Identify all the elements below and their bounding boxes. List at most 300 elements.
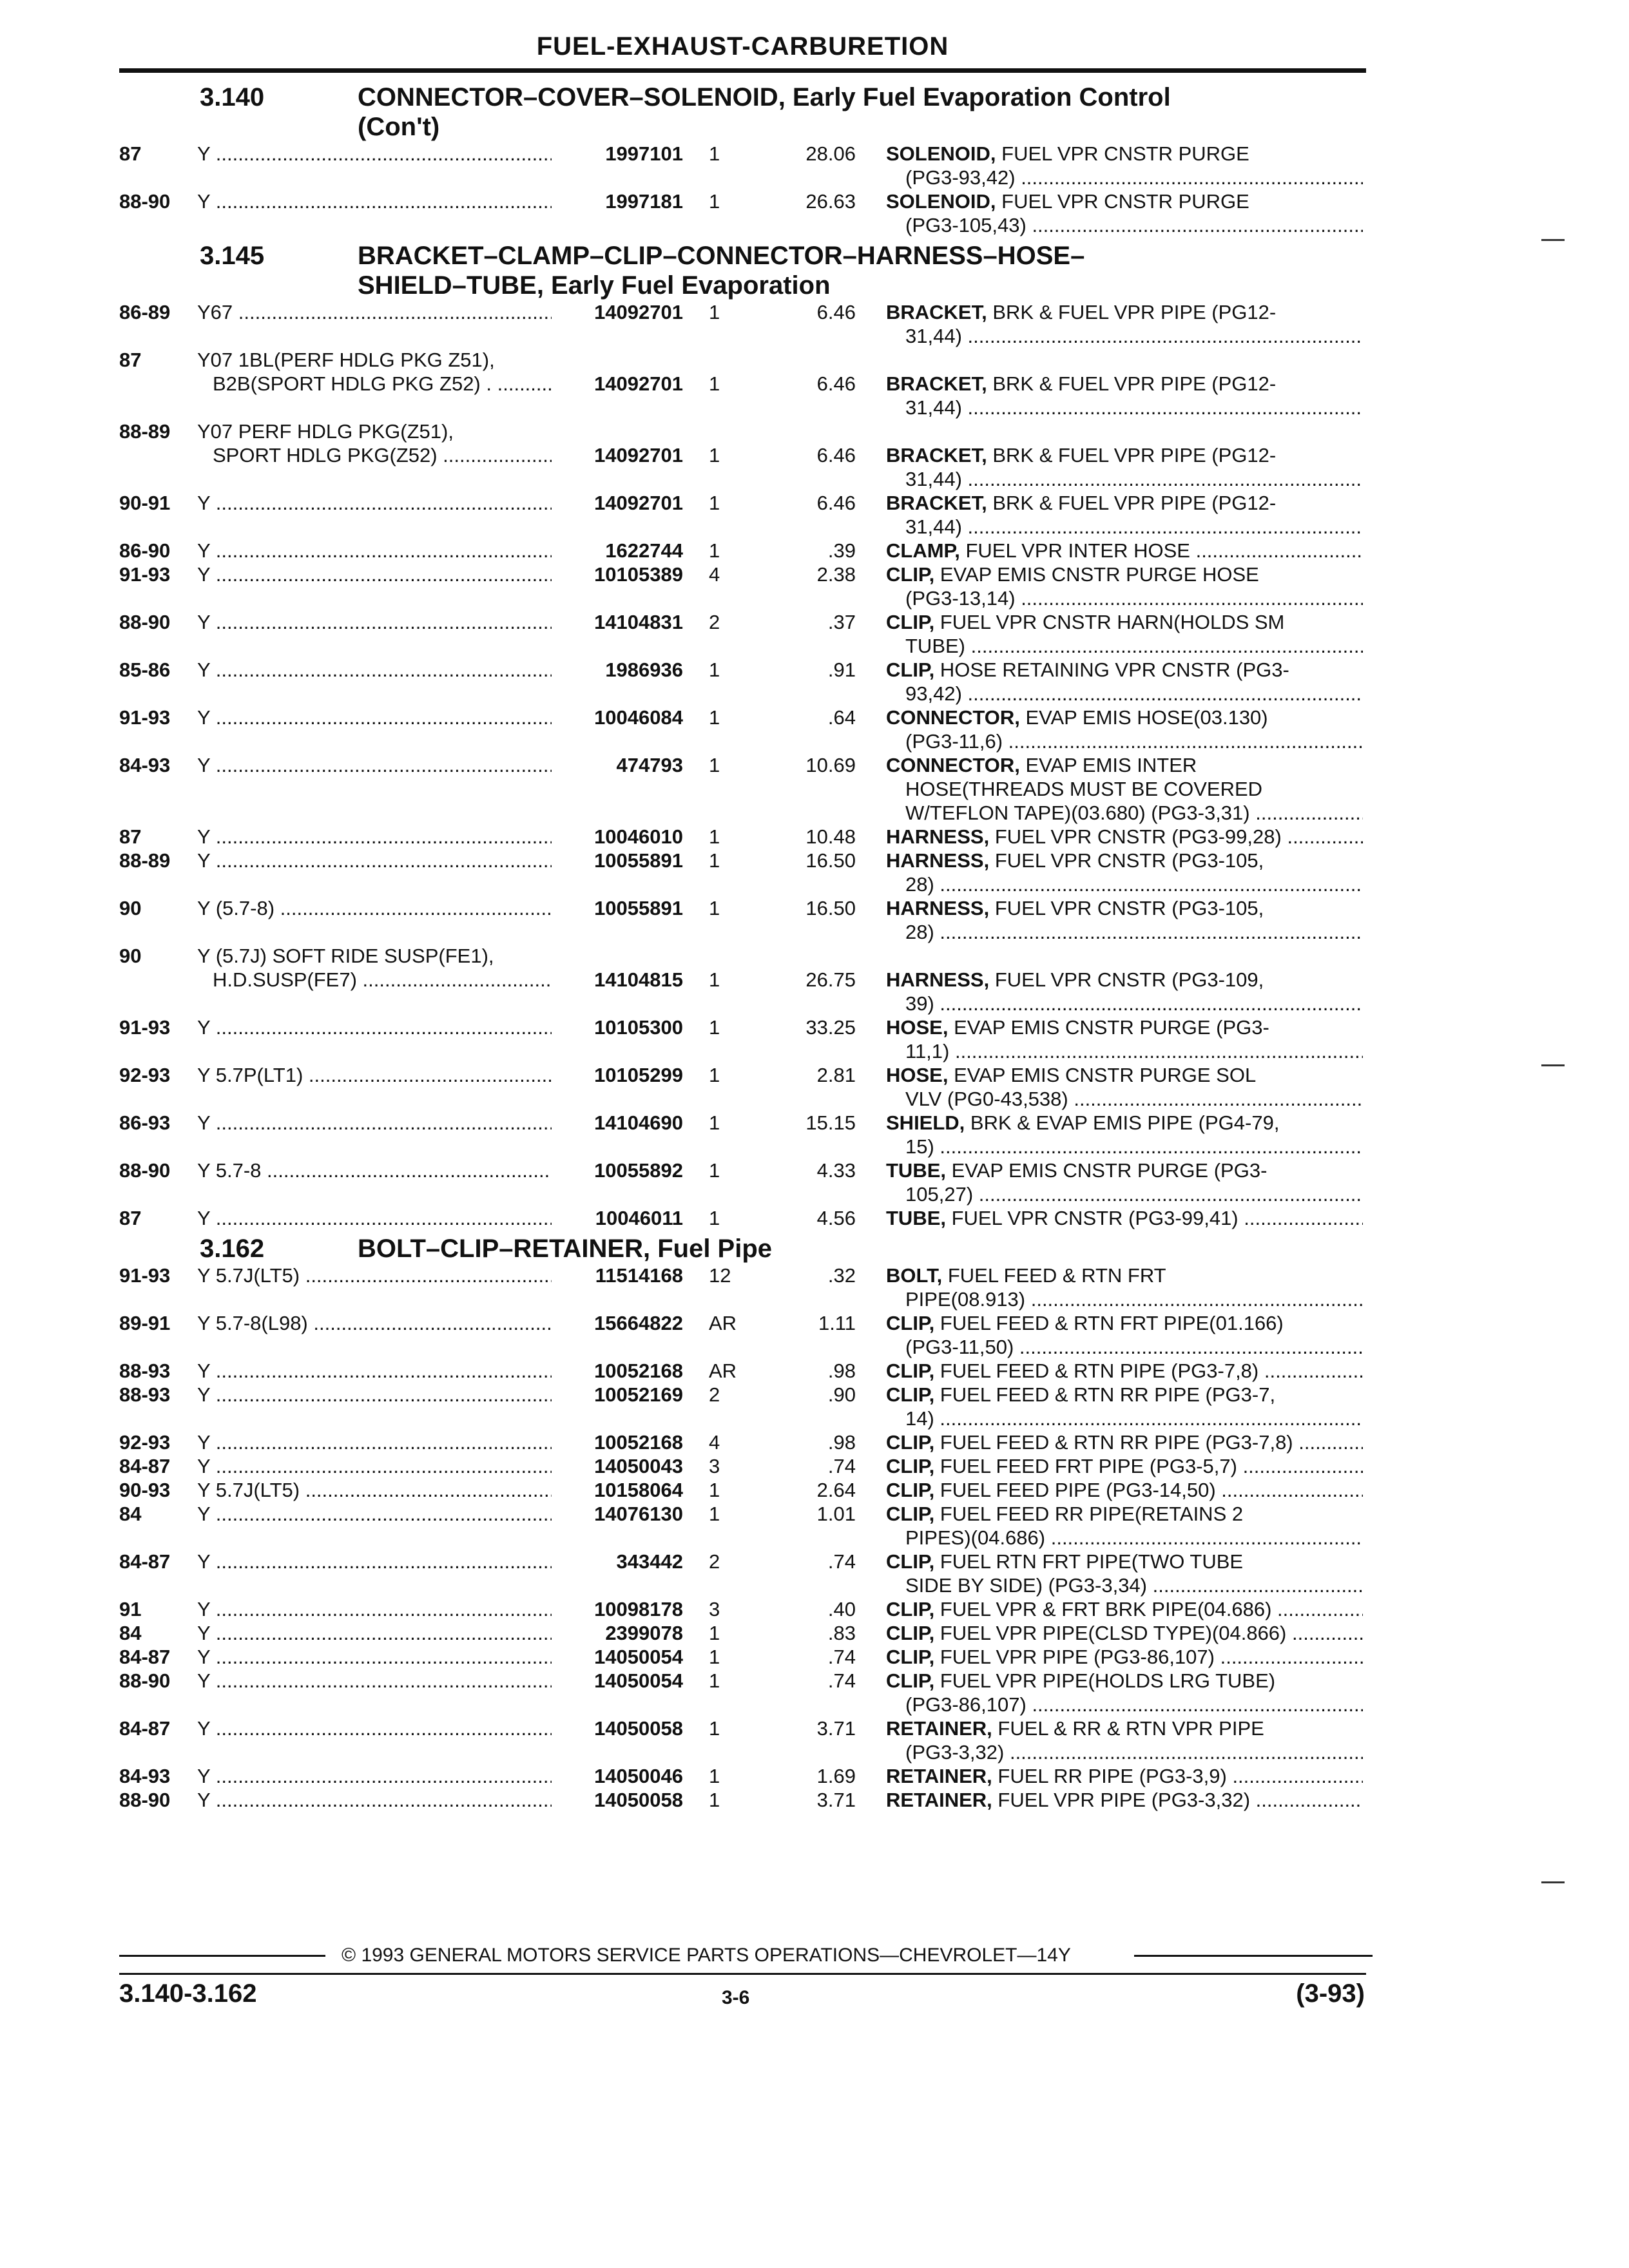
description-line: CLIP, FUEL FEED & RTN RR PIPE (PG3-7, xyxy=(886,1383,1276,1406)
model-year: 84-93 xyxy=(119,754,171,776)
quantity: 4 xyxy=(709,563,720,586)
quantity: 1 xyxy=(709,897,720,919)
application xyxy=(197,1478,552,1502)
description-line: CLIP, FUEL FEED & RTN RR PIPE (PG3-7,8) ..... xyxy=(886,1430,1363,1454)
part-name: BOLT, xyxy=(886,1264,943,1287)
description-line: PIPE(08.913) ..... xyxy=(886,1287,1363,1311)
application xyxy=(197,1359,552,1383)
part-number: 10052168 xyxy=(594,1360,683,1382)
section-number: 3.140 xyxy=(200,83,265,111)
part-name: CLIP, xyxy=(886,658,935,681)
price: 3.71 xyxy=(816,1789,856,1811)
description xyxy=(886,1550,1363,1597)
application xyxy=(197,300,552,324)
description xyxy=(886,1454,1363,1478)
application xyxy=(197,491,552,515)
description-line: TUBE, FUEL VPR CNSTR (PG3-99,41) ..... xyxy=(886,1206,1363,1230)
description-line: HOSE, EVAP EMIS CNSTR PURGE SOL xyxy=(886,1064,1257,1086)
description-line: CLIP, FUEL VPR PIPE(CLSD TYPE)(04.866) ..... xyxy=(886,1621,1363,1645)
application-line: Y ..... xyxy=(197,1716,552,1740)
application xyxy=(197,1015,552,1039)
description xyxy=(886,849,1363,896)
application xyxy=(197,539,552,562)
quantity: 12 xyxy=(709,1264,731,1287)
model-year: 88-90 xyxy=(119,611,171,633)
description-line: HARNESS, FUEL VPR CNSTR (PG3-105, xyxy=(886,849,1264,872)
application xyxy=(197,1264,552,1287)
application xyxy=(197,1111,552,1135)
part-name: CLIP, xyxy=(886,1383,935,1406)
description-line: RETAINER, FUEL VPR PIPE (PG3-3,32) ..... xyxy=(886,1788,1363,1812)
quantity: 3 xyxy=(709,1598,720,1620)
description xyxy=(886,1264,1363,1311)
application-line: Y 5.7-8 ..... xyxy=(197,1158,552,1182)
part-name: CLIP, xyxy=(886,1431,935,1454)
quantity: 1 xyxy=(709,1016,720,1039)
part-name: CONNECTOR, xyxy=(886,706,1020,729)
application-line: Y07 1BL(PERF HDLG PKG Z51), xyxy=(197,349,495,371)
description-line: CLIP, FUEL VPR CNSTR HARN(HOLDS SM xyxy=(886,611,1285,633)
model-year: 85-86 xyxy=(119,658,171,681)
part-number: 14092701 xyxy=(594,301,683,323)
model-year: 88-93 xyxy=(119,1383,171,1406)
application xyxy=(197,1764,552,1788)
application-line: Y ..... xyxy=(197,491,552,515)
part-number: 10046084 xyxy=(594,706,683,729)
model-year: 90-91 xyxy=(119,492,171,514)
application xyxy=(197,1669,552,1693)
quantity: 1 xyxy=(709,825,720,848)
parts-row xyxy=(0,944,1629,1015)
description-line: CLIP, FUEL VPR & FRT BRK PIPE(04.686) ..... xyxy=(886,1597,1363,1621)
part-name: HARNESS, xyxy=(886,897,990,919)
description-line: HOSE, EVAP EMIS CNSTR PURGE (PG3- xyxy=(886,1016,1269,1039)
application-line: Y 5.7J(LT5) ..... xyxy=(197,1478,552,1502)
parts-row xyxy=(0,1063,1629,1111)
model-year: 87 xyxy=(119,142,142,165)
part-name: BRACKET, xyxy=(886,301,987,323)
parts-row xyxy=(0,1550,1629,1597)
part-number: 14050058 xyxy=(594,1717,683,1740)
model-year: 86-93 xyxy=(119,1111,171,1134)
part-number: 14050054 xyxy=(594,1646,683,1668)
description-line: BRACKET, BRK & FUEL VPR PIPE (PG12- xyxy=(886,372,1277,395)
application-line: Y ..... xyxy=(197,1359,552,1383)
quantity: 1 xyxy=(709,1765,720,1787)
application-line: B2B(SPORT HDLG PKG Z52) . ..... xyxy=(197,372,552,396)
description xyxy=(886,1597,1363,1621)
part-name: CLAMP, xyxy=(886,539,960,562)
application xyxy=(197,419,552,467)
application xyxy=(197,849,552,872)
description-line: 39) ..... xyxy=(886,992,1363,1015)
model-year: 91 xyxy=(119,1598,142,1620)
copyright-notice: © 1993 GENERAL MOTORS SERVICE PARTS OPERATIONS—CHEVROLET—14Y xyxy=(342,1945,1071,1966)
application xyxy=(197,896,552,920)
part-name: CLIP, xyxy=(886,1312,935,1334)
application xyxy=(197,189,552,213)
part-number: 1986936 xyxy=(605,658,683,681)
description-line: CLIP, FUEL FEED RR PIPE(RETAINS 2 xyxy=(886,1503,1244,1525)
quantity: 1 xyxy=(709,1669,720,1692)
quantity: 1 xyxy=(709,492,720,514)
part-number: 1622744 xyxy=(605,539,683,562)
parts-row xyxy=(0,1383,1629,1430)
application-line: Y 5.7-8(L98) ..... xyxy=(197,1311,552,1335)
application-line: SPORT HDLG PKG(Z52) ..... xyxy=(197,443,552,467)
quantity: 1 xyxy=(709,190,720,213)
parts-row xyxy=(0,300,1629,348)
application-line: Y07 PERF HDLG PKG(Z51), xyxy=(197,420,454,443)
price: 15.15 xyxy=(805,1111,856,1134)
description-line: CLIP, FUEL VPR PIPE (PG3-86,107) ..... xyxy=(886,1645,1363,1669)
application-line: Y ..... xyxy=(197,1015,552,1039)
quantity: 1 xyxy=(709,301,720,323)
part-number: 10046011 xyxy=(595,1207,683,1229)
price: .74 xyxy=(827,1455,856,1477)
quantity: 1 xyxy=(709,968,720,991)
model-year: 84-87 xyxy=(119,1646,171,1668)
part-name: TUBE, xyxy=(886,1159,946,1182)
parts-row xyxy=(0,658,1629,706)
section-heading xyxy=(119,241,1366,300)
description-line: (PG3-3,32) ..... xyxy=(886,1740,1363,1764)
application xyxy=(197,944,552,992)
part-number: 14104815 xyxy=(594,968,683,991)
application xyxy=(197,1788,552,1812)
application xyxy=(197,1158,552,1182)
section-title-line: BOLT–CLIP–RETAINER, Fuel Pipe xyxy=(358,1235,773,1263)
description-line: 28) ..... xyxy=(886,920,1363,944)
description xyxy=(886,142,1363,189)
model-year: 90 xyxy=(119,897,142,919)
application-line: Y ..... xyxy=(197,1502,552,1526)
section-range: 3.140-3.162 xyxy=(119,1979,257,2008)
part-number: 14092701 xyxy=(594,444,683,466)
model-year: 86-89 xyxy=(119,301,171,323)
part-number: 10105389 xyxy=(594,563,683,586)
description-line: 31,44) ..... xyxy=(886,324,1363,348)
model-year: 88-90 xyxy=(119,190,171,213)
model-year: 88-90 xyxy=(119,1789,171,1811)
part-name: CLIP, xyxy=(886,1503,935,1525)
part-name: TUBE, xyxy=(886,1207,946,1229)
application xyxy=(197,1454,552,1478)
application-line: Y ..... xyxy=(197,706,552,729)
quantity: 1 xyxy=(709,706,720,729)
quantity: AR xyxy=(709,1312,737,1334)
description xyxy=(886,1478,1363,1502)
parts-row xyxy=(0,1645,1629,1669)
application-line: Y ..... xyxy=(197,189,552,213)
description xyxy=(886,1158,1363,1206)
application xyxy=(197,562,552,586)
application xyxy=(197,1550,552,1573)
application-line: Y ..... xyxy=(197,1621,552,1645)
model-year: 87 xyxy=(119,349,142,371)
application xyxy=(197,1716,552,1740)
application xyxy=(197,1383,552,1407)
application xyxy=(197,658,552,682)
model-year: 84-93 xyxy=(119,1765,171,1787)
part-number: 10052169 xyxy=(594,1383,683,1406)
parts-row xyxy=(0,1111,1629,1158)
section-heading xyxy=(119,1234,1366,1264)
parts-row xyxy=(0,189,1629,237)
description xyxy=(886,491,1363,539)
quantity: 1 xyxy=(709,1789,720,1811)
part-name: SHIELD, xyxy=(886,1111,965,1134)
part-number: 1997181 xyxy=(605,190,683,213)
application xyxy=(197,1645,552,1669)
application-line: Y (5.7J) SOFT RIDE SUSP(FE1), xyxy=(197,945,494,967)
description-line: RETAINER, FUEL & RR & RTN VPR PIPE xyxy=(886,1717,1264,1740)
application xyxy=(197,348,552,396)
part-name: CLIP, xyxy=(886,1646,935,1668)
description-line: HARNESS, FUEL VPR CNSTR (PG3-109, xyxy=(886,968,1264,991)
model-year: 84 xyxy=(119,1622,142,1644)
description xyxy=(886,1430,1363,1454)
description-line: BRACKET, BRK & FUEL VPR PIPE (PG12- xyxy=(886,301,1277,323)
price: 16.50 xyxy=(805,897,856,919)
quantity: 1 xyxy=(709,372,720,395)
part-number: 10052168 xyxy=(594,1431,683,1454)
footer-rule-bottom xyxy=(119,1973,1366,1975)
application-line: Y 5.7P(LT1) ..... xyxy=(197,1063,552,1087)
description xyxy=(886,1502,1363,1550)
part-name: RETAINER, xyxy=(886,1789,992,1811)
part-name: CLIP, xyxy=(886,1550,935,1573)
price: 26.75 xyxy=(805,968,856,991)
application xyxy=(197,706,552,729)
part-number: 14050054 xyxy=(594,1669,683,1692)
application xyxy=(197,1311,552,1335)
model-year: 91-93 xyxy=(119,1264,171,1287)
application-line: H.D.SUSP(FE7) ..... xyxy=(197,968,552,992)
price: 2.38 xyxy=(816,563,856,586)
page-title: FUEL-EXHAUST-CARBURETION xyxy=(536,32,949,61)
parts-row xyxy=(0,849,1629,896)
quantity: 1 xyxy=(709,1479,720,1501)
description-line: 11,1) ..... xyxy=(886,1039,1363,1063)
part-number: 15664822 xyxy=(594,1312,683,1334)
application xyxy=(197,1502,552,1526)
section-number: 3.145 xyxy=(200,242,265,270)
model-year: 88-90 xyxy=(119,1669,171,1692)
application xyxy=(197,1063,552,1087)
part-number: 10055891 xyxy=(594,897,683,919)
description-line: RETAINER, FUEL RR PIPE (PG3-3,9) ..... xyxy=(886,1764,1363,1788)
part-name: CLIP, xyxy=(886,1669,935,1692)
price: 1.01 xyxy=(816,1503,856,1525)
part-name: CLIP, xyxy=(886,611,935,633)
description xyxy=(886,372,1363,419)
part-name: HARNESS, xyxy=(886,849,990,872)
description-line: TUBE) ..... xyxy=(886,634,1363,658)
part-name: HARNESS, xyxy=(886,825,990,848)
part-name: CONNECTOR, xyxy=(886,754,1020,776)
part-name: BRACKET, xyxy=(886,372,987,395)
application xyxy=(197,610,552,634)
quantity: 1 xyxy=(709,1111,720,1134)
description xyxy=(886,896,1363,944)
part-number: 10098178 xyxy=(594,1598,683,1620)
price: .37 xyxy=(827,611,856,633)
model-year: 91-93 xyxy=(119,1016,171,1039)
part-number: 474793 xyxy=(616,754,683,776)
model-year: 92-93 xyxy=(119,1064,171,1086)
model-year: 87 xyxy=(119,1207,142,1229)
part-name: RETAINER, xyxy=(886,1765,992,1787)
description-line: CLIP, FUEL FEED & RTN FRT PIPE(01.166) xyxy=(886,1312,1284,1334)
part-number: 10158064 xyxy=(594,1479,683,1501)
part-name: CLIP, xyxy=(886,1622,935,1644)
description-line: BRACKET, BRK & FUEL VPR PIPE (PG12- xyxy=(886,492,1277,514)
description-line: (PG3-13,14) ..... xyxy=(886,586,1363,610)
parts-row xyxy=(0,896,1629,944)
quantity: 1 xyxy=(709,539,720,562)
price: 16.50 xyxy=(805,849,856,872)
description-line: SOLENOID, FUEL VPR CNSTR PURGE xyxy=(886,190,1249,213)
description xyxy=(886,706,1363,753)
part-number: 2399078 xyxy=(605,1622,683,1644)
application-line: Y ..... xyxy=(197,1454,552,1478)
application xyxy=(197,1206,552,1230)
description-line: (PG3-105,43) ..... xyxy=(886,213,1363,237)
description-line: 31,44) ..... xyxy=(886,396,1363,419)
quantity: 1 xyxy=(709,754,720,776)
description xyxy=(886,189,1363,237)
margin-mark xyxy=(1541,1064,1565,1066)
parts-row xyxy=(0,1716,1629,1764)
part-number: 10055891 xyxy=(594,849,683,872)
description-line: CLIP, HOSE RETAINING VPR CNSTR (PG3- xyxy=(886,658,1289,681)
application xyxy=(197,825,552,849)
section-number: 3.162 xyxy=(200,1235,265,1263)
price: .74 xyxy=(827,1550,856,1573)
quantity: 1 xyxy=(709,658,720,681)
application-line: Y ..... xyxy=(197,1597,552,1621)
page-number: 3-6 xyxy=(722,1987,750,2008)
application-line: Y (5.7-8) ..... xyxy=(197,896,552,920)
model-year: 90 xyxy=(119,945,142,967)
application-line: Y ..... xyxy=(197,1550,552,1573)
description xyxy=(886,1764,1363,1788)
quantity: 1 xyxy=(709,1159,720,1182)
description xyxy=(886,1645,1363,1669)
price: 3.71 xyxy=(816,1717,856,1740)
footer-rule-left xyxy=(119,1955,325,1957)
description-line: 15) ..... xyxy=(886,1135,1363,1158)
parts-row xyxy=(0,706,1629,753)
description-line: (PG3-11,6) ..... xyxy=(886,729,1363,753)
description-line: (PG3-11,50) ..... xyxy=(886,1335,1363,1359)
description-line: CLIP, FUEL FEED PIPE (PG3-14,50) ..... xyxy=(886,1478,1363,1502)
description xyxy=(886,658,1363,706)
price: 6.46 xyxy=(816,372,856,395)
parts-row xyxy=(0,1430,1629,1454)
quantity: 2 xyxy=(709,1550,720,1573)
quantity: 1 xyxy=(709,1717,720,1740)
description xyxy=(886,539,1363,562)
model-year: 84-87 xyxy=(119,1455,171,1477)
application-line: Y ..... xyxy=(197,1206,552,1230)
description-line: 14) ..... xyxy=(886,1407,1363,1430)
model-year: 84-87 xyxy=(119,1717,171,1740)
part-name: BRACKET, xyxy=(886,492,987,514)
description xyxy=(886,1111,1363,1158)
price: 4.56 xyxy=(816,1207,856,1229)
section-title xyxy=(358,1234,1366,1264)
part-number: 14050043 xyxy=(594,1455,683,1477)
quantity: 1 xyxy=(709,1622,720,1644)
price: .32 xyxy=(827,1264,856,1287)
parts-row xyxy=(0,1311,1629,1359)
section-subtitle: (Con't) xyxy=(358,113,440,141)
application-line: Y ..... xyxy=(197,562,552,586)
description xyxy=(886,1716,1363,1764)
price: .98 xyxy=(827,1360,856,1382)
part-number: 11514168 xyxy=(595,1264,683,1287)
description xyxy=(886,825,1363,849)
description xyxy=(886,562,1363,610)
description xyxy=(886,1015,1363,1063)
description-line: (PG3-93,42) ..... xyxy=(886,166,1363,189)
parts-row xyxy=(0,1764,1629,1788)
application xyxy=(197,1621,552,1645)
description xyxy=(886,1311,1363,1359)
description xyxy=(886,1669,1363,1716)
price: 4.33 xyxy=(816,1159,856,1182)
application-line: Y ..... xyxy=(197,142,552,166)
section-title-line: BRACKET–CLAMP–CLIP–CONNECTOR–HARNESS–HOSE– xyxy=(358,242,1085,270)
price: .40 xyxy=(827,1598,856,1620)
parts-row xyxy=(0,562,1629,610)
application-line: Y ..... xyxy=(197,1383,552,1407)
parts-row xyxy=(0,491,1629,539)
part-name: CLIP, xyxy=(886,563,935,586)
margin-mark xyxy=(1541,1881,1565,1883)
parts-row xyxy=(0,1158,1629,1206)
quantity: 4 xyxy=(709,1431,720,1454)
description xyxy=(886,1063,1363,1111)
model-year: 91-93 xyxy=(119,563,171,586)
description-line: 31,44) ..... xyxy=(886,467,1363,491)
price: 6.46 xyxy=(816,444,856,466)
parts-row xyxy=(0,348,1629,419)
section-heading xyxy=(119,82,1366,142)
part-number: 343442 xyxy=(616,1550,683,1573)
model-year: 86-90 xyxy=(119,539,171,562)
part-number: 14104831 xyxy=(594,611,683,633)
footer-rule-right xyxy=(1134,1955,1373,1957)
price: 1.11 xyxy=(818,1312,856,1334)
price: .74 xyxy=(827,1646,856,1668)
description-line: SOLENOID, FUEL VPR CNSTR PURGE xyxy=(886,142,1249,165)
application-line: Y ..... xyxy=(197,1430,552,1454)
application-line: Y ..... xyxy=(197,610,552,634)
part-number: 10105299 xyxy=(594,1064,683,1086)
part-number: 14076130 xyxy=(594,1503,683,1525)
application-line: Y ..... xyxy=(197,658,552,682)
parts-row xyxy=(0,1015,1629,1063)
model-year: 88-90 xyxy=(119,1159,171,1182)
price: .90 xyxy=(827,1383,856,1406)
application xyxy=(197,753,552,777)
parts-row xyxy=(0,1264,1629,1311)
parts-row xyxy=(0,1478,1629,1502)
price: 26.63 xyxy=(805,190,856,213)
